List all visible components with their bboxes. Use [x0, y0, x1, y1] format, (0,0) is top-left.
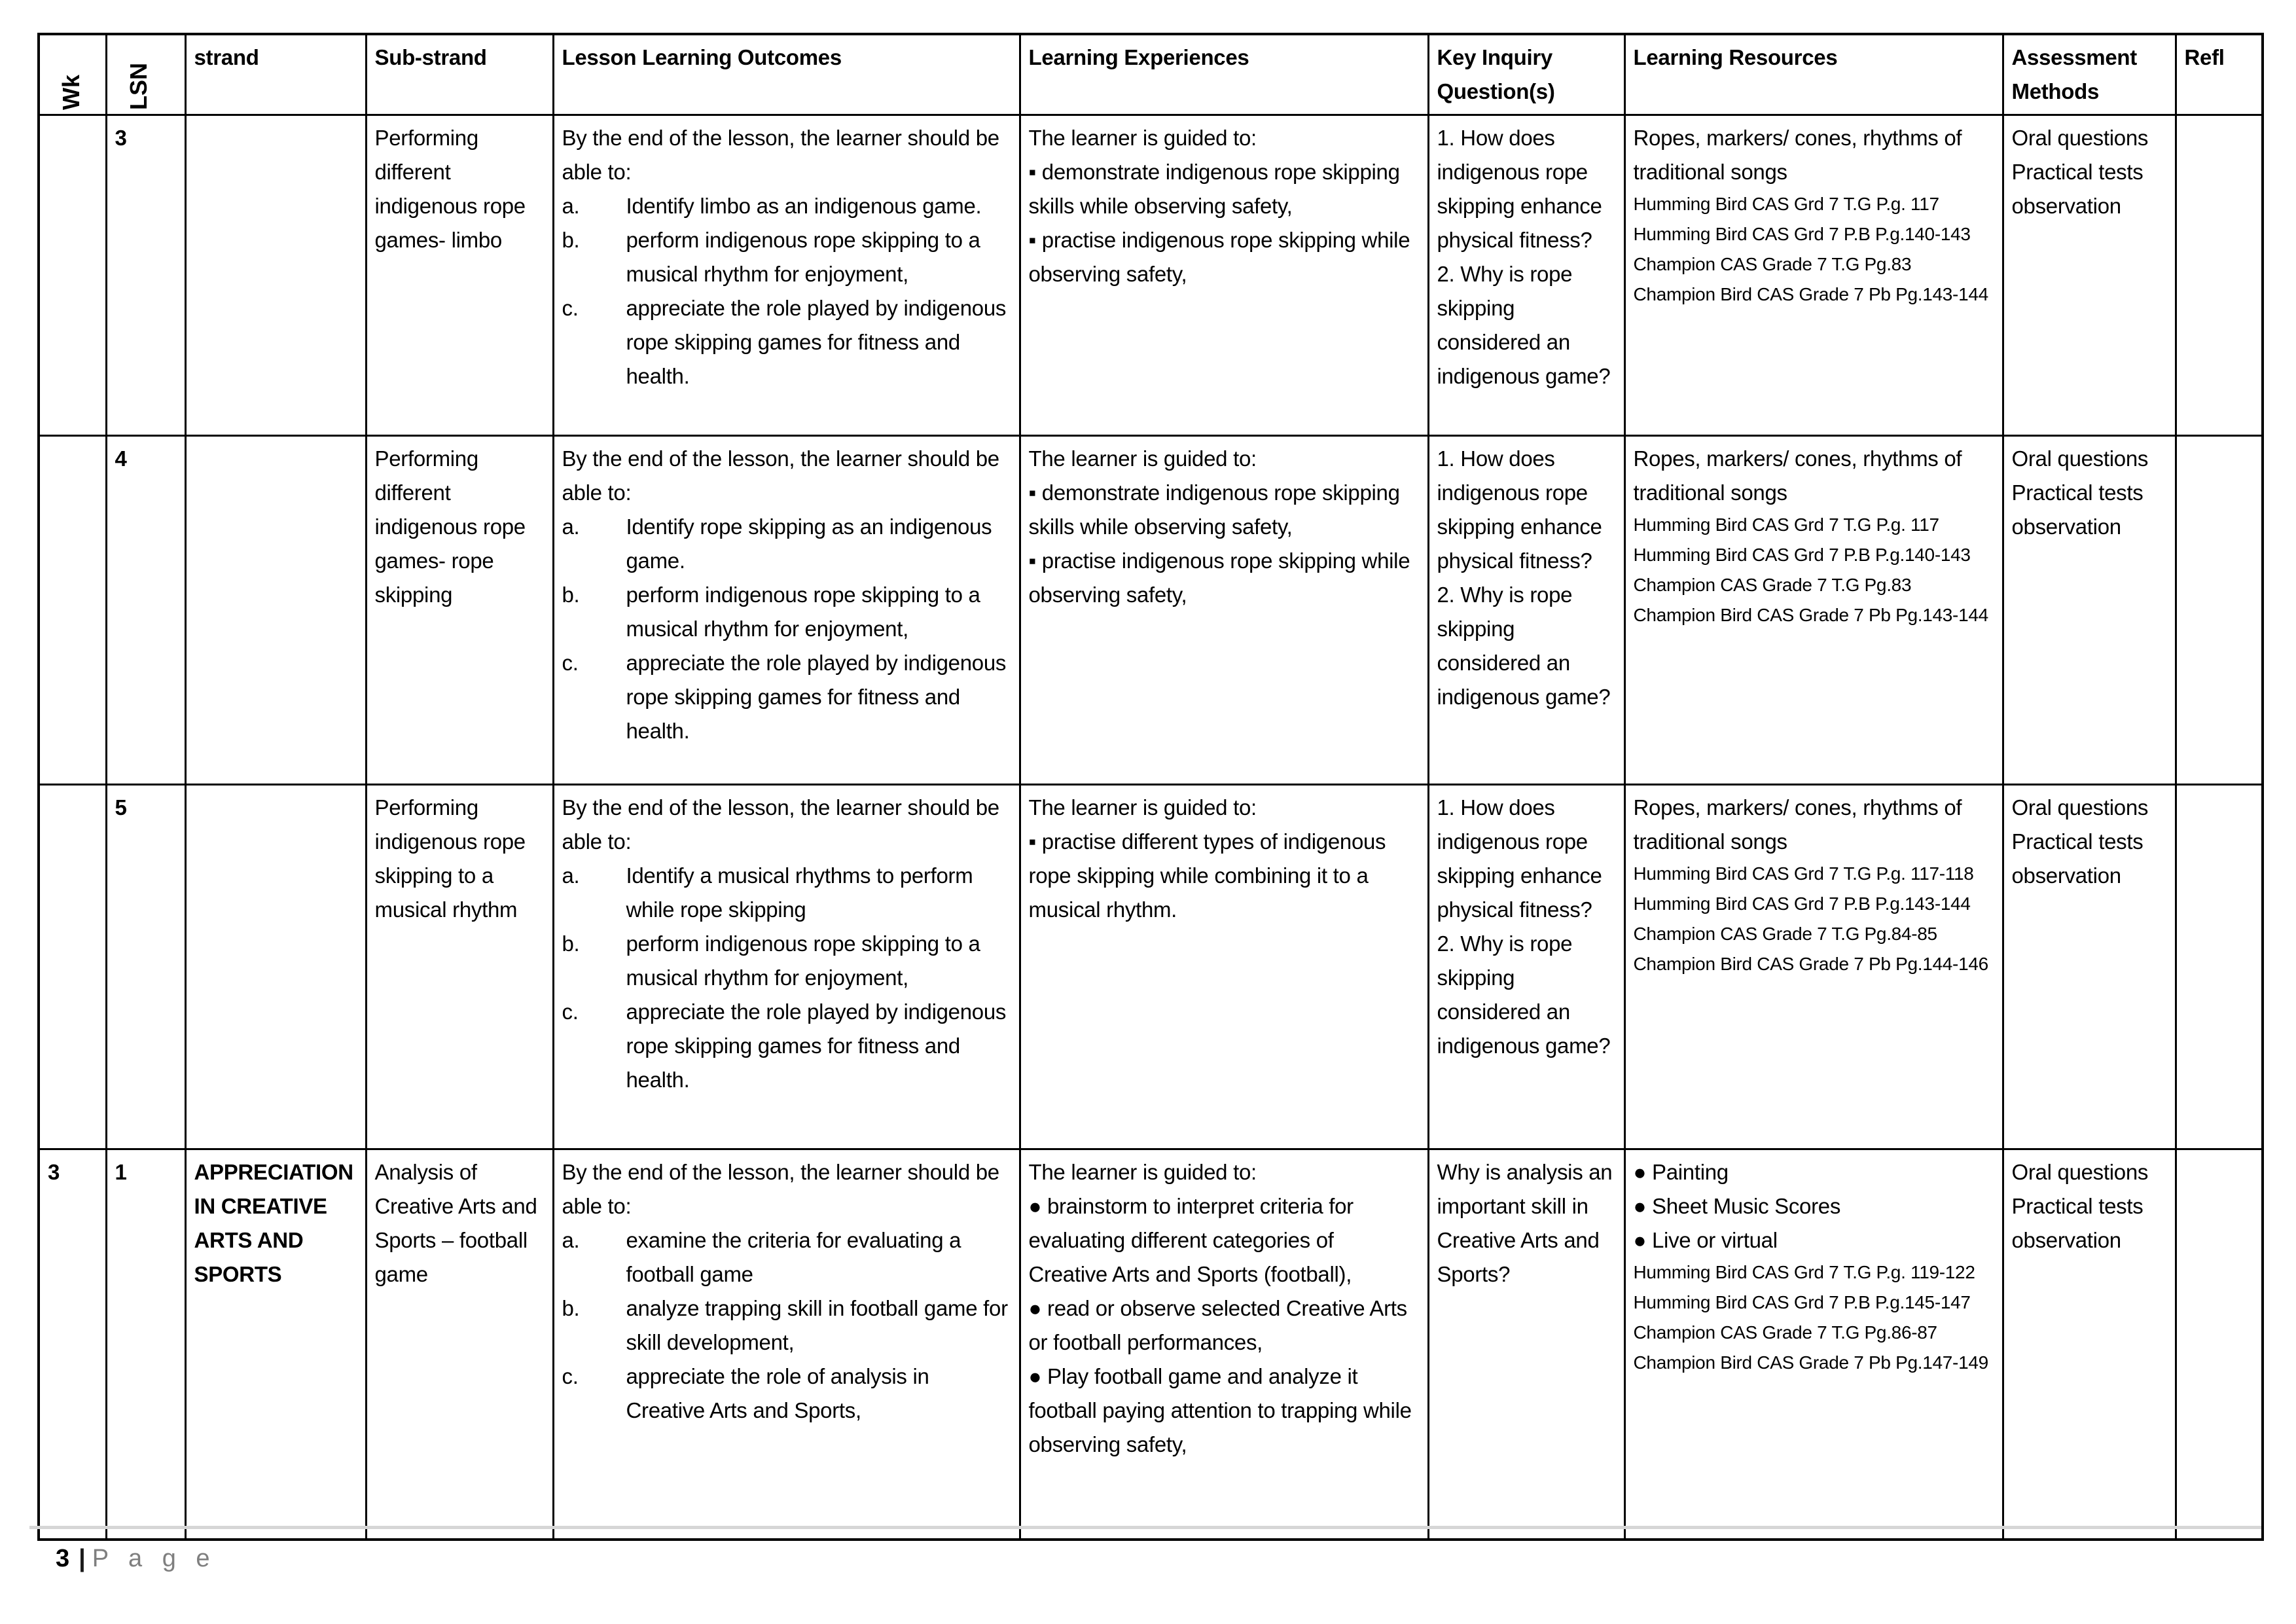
inquiry-cell: [1428, 1149, 1624, 1540]
strand-cell: [185, 436, 366, 785]
text-line: ▪ practise indigenous rope skipping while observing safety,: [1028, 549, 1410, 607]
list-item-text: Identify limbo as an indigenous game.: [626, 194, 982, 218]
inquiry-questions: [1437, 791, 1615, 1063]
text-line: 1. How does indigenous rope skipping enhance physical fitness?: [1437, 795, 1602, 922]
text-line: Champion Bird CAS Grade 7 Pb Pg.143-144: [1633, 605, 1988, 625]
experiences-cell: [1020, 436, 1428, 785]
text-line: ● read or observe selected Creative Arts or football performances,: [1028, 1296, 1407, 1354]
table-row-lesson-4: [39, 436, 2263, 785]
outcomes-list: [562, 510, 1010, 748]
resources-main: [1634, 791, 1993, 859]
lsn-cell: 3: [106, 115, 185, 436]
list-item: [562, 578, 1010, 646]
resources-refs: [1634, 189, 1993, 310]
lsn-cell: 4: [106, 436, 185, 785]
text-line: Practical tests: [2011, 480, 2144, 505]
outcomes-intro: By the end of the lesson, the learner should be able to:: [562, 446, 999, 505]
list-item-marker: c.: [562, 296, 579, 320]
footer-page-label: P a g e: [92, 1545, 217, 1572]
text-line: ● Painting: [1633, 1160, 1729, 1184]
assessment-cell: [2003, 785, 2176, 1149]
list-item-text: perform indigenous rope skipping to a musical rhythm for enjoyment,: [626, 931, 980, 990]
text-line: observation: [2011, 514, 2121, 539]
list-item: [562, 189, 1010, 223]
text-line: Humming Bird CAS Grd 7 T.G P.g. 117-118: [1633, 863, 1974, 884]
inquiry-cell: [1428, 785, 1624, 1149]
list-item-marker: a.: [562, 863, 580, 888]
inquiry-questions: [1437, 121, 1615, 393]
resources-cell: [1624, 115, 2003, 436]
experiences-cell: [1020, 1149, 1428, 1540]
resources-cell: [1624, 1149, 2003, 1540]
list-item: [562, 291, 1010, 393]
wk-cell: 3: [39, 1149, 106, 1540]
strand-cell: APPRECIATION IN CREATIVE ARTS AND SPORTS: [185, 1149, 366, 1540]
wk-cell: [39, 785, 106, 1149]
header-resources: Learning Resources: [1624, 34, 2003, 115]
list-item: [562, 927, 1010, 995]
outcomes-intro: By the end of the lesson, the learner should be able to:: [562, 126, 999, 184]
text-line: observation: [2011, 863, 2121, 888]
text-line: ● Live or virtual: [1633, 1228, 1778, 1252]
outcomes-list: [562, 859, 1010, 1097]
experiences-cell: [1020, 785, 1428, 1149]
table-row-lesson-3: [39, 115, 2263, 436]
list-item-marker: a.: [562, 1228, 580, 1252]
text-line: Humming Bird CAS Grd 7 P.B P.g.145-147: [1633, 1292, 1971, 1312]
text-line: ● brainstorm to interpret criteria for evaluating different categories of Creative Arts and Sports (football),: [1028, 1194, 1354, 1286]
resources-main: [1634, 442, 1993, 510]
list-item: [562, 1360, 1010, 1428]
experiences-intro: The learner is guided to:: [1028, 446, 1257, 471]
outcomes-cell: [553, 115, 1020, 436]
list-item-text: appreciate the role of analysis in Creative Arts and Sports,: [626, 1364, 929, 1422]
list-item-marker: c.: [562, 1000, 579, 1024]
list-item: [562, 995, 1010, 1097]
header-assessment: Assessment Methods: [2003, 34, 2176, 115]
table-row-week-3-lesson-1: [39, 1149, 2263, 1540]
text-line: Champion CAS Grade 7 T.G Pg.83: [1633, 254, 1912, 274]
text-line: observation: [2011, 1228, 2121, 1252]
text-line: ● Sheet Music Scores: [1633, 1194, 1841, 1218]
list-item: [562, 859, 1010, 927]
text-line: observation: [2011, 194, 2121, 218]
text-line: 1. How does indigenous rope skipping enhance physical fitness?: [1437, 446, 1602, 573]
text-line: Practical tests: [2011, 160, 2144, 184]
list-item-text: examine the criteria for evaluating a football game: [626, 1228, 961, 1286]
text-line: Oral questions: [2011, 126, 2149, 150]
list-item-marker: a.: [562, 514, 580, 539]
header-row: [39, 34, 2263, 115]
page-number: 3: [56, 1545, 70, 1572]
text-line: Champion Bird CAS Grade 7 Pb Pg.143-144: [1633, 284, 1988, 304]
list-item-text: appreciate the role played by indigenous rope skipping games for fitness and health.: [626, 296, 1007, 388]
header-lsn-label: LSN: [124, 63, 152, 110]
resources-refs: [1634, 1257, 1993, 1378]
list-item: [562, 1223, 1010, 1291]
list-item-marker: b.: [562, 583, 580, 607]
wk-cell: [39, 436, 106, 785]
list-item-text: analyze trapping skill in football game for skill development,: [626, 1296, 1008, 1354]
text-line: Oral questions: [2011, 795, 2149, 820]
sub-strand-cell: Performing different indigenous rope games- rope skipping: [366, 436, 553, 785]
text-line: 1. How does indigenous rope skipping enhance physical fitness?: [1437, 126, 1602, 252]
list-item-marker: b.: [562, 228, 580, 252]
assessment-methods: [2012, 791, 2166, 893]
assessment-cell: [2003, 115, 2176, 436]
list-item-marker: b.: [562, 931, 580, 956]
text-line: Why is analysis an important skill in Creative Arts and Sports?: [1437, 1160, 1613, 1286]
experiences-intro: The learner is guided to:: [1028, 126, 1257, 150]
experiences-intro: The learner is guided to:: [1028, 795, 1257, 820]
text-line: Oral questions: [2011, 446, 2149, 471]
list-item-marker: c.: [562, 651, 579, 675]
sub-strand-cell: Performing different indigenous rope games- limbo: [366, 115, 553, 436]
experiences-bullets: [1029, 155, 1418, 291]
text-line: Humming Bird CAS Grd 7 P.B P.g.140-143: [1633, 224, 1971, 244]
text-line: 2. Why is rope skipping considered an indigenous game?: [1437, 931, 1611, 1058]
header-experiences: Learning Experiences: [1020, 34, 1428, 115]
inquiry-cell: [1428, 115, 1624, 436]
text-line: Humming Bird CAS Grd 7 T.G P.g. 117: [1633, 514, 1939, 535]
outcomes-cell: [553, 785, 1020, 1149]
resources-cell: [1624, 785, 2003, 1149]
resources-refs: [1634, 510, 1993, 630]
table-row-lesson-5: [39, 785, 2263, 1149]
list-item-text: appreciate the role played by indigenous rope skipping games for fitness and health.: [626, 651, 1007, 743]
assessment-methods: [2012, 121, 2166, 223]
experiences-intro: The learner is guided to:: [1028, 1160, 1257, 1184]
inquiry-questions: [1437, 1155, 1615, 1291]
list-item-marker: a.: [562, 194, 580, 218]
inquiry-cell: [1428, 436, 1624, 785]
text-line: Champion Bird CAS Grade 7 Pb Pg.144-146: [1633, 954, 1988, 974]
text-line: ▪ practise different types of indigenous rope skipping while combining it to a musical rhythm.: [1028, 829, 1386, 922]
header-strand: strand: [185, 34, 366, 115]
resources-cell: [1624, 436, 2003, 785]
experiences-bullets: [1029, 1189, 1418, 1462]
text-line: Humming Bird CAS Grd 7 P.B P.g.143-144: [1633, 893, 1971, 914]
header-sub-strand: Sub-strand: [366, 34, 553, 115]
text-line: ▪ practise indigenous rope skipping while observing safety,: [1028, 228, 1410, 286]
text-line: ▪ demonstrate indigenous rope skipping skills while observing safety,: [1028, 160, 1400, 218]
list-item-text: perform indigenous rope skipping to a musical rhythm for enjoyment,: [626, 583, 980, 641]
list-item: [562, 646, 1010, 748]
header-inquiry: Key Inquiry Question(s): [1428, 34, 1624, 115]
list-item-text: perform indigenous rope skipping to a musical rhythm for enjoyment,: [626, 228, 980, 286]
assessment-methods: [2012, 1155, 2166, 1257]
strand-cell: [185, 115, 366, 436]
resources-main: [1634, 1155, 1993, 1257]
scheme-of-work-table: [37, 33, 2264, 1541]
list-item: [562, 223, 1010, 291]
resources-main: [1634, 121, 1993, 189]
text-line: 2. Why is rope skipping considered an indigenous game?: [1437, 262, 1611, 388]
outcomes-intro: By the end of the lesson, the learner should be able to:: [562, 795, 999, 854]
text-line: Champion CAS Grade 7 T.G Pg.83: [1633, 575, 1912, 595]
experiences-bullets: [1029, 825, 1418, 927]
text-line: Oral questions: [2011, 1160, 2149, 1184]
page-footer: [56, 1545, 217, 1573]
list-item-text: Identify a musical rhythms to perform while rope skipping: [626, 863, 973, 922]
text-line: ▪ demonstrate indigenous rope skipping skills while observing safety,: [1028, 480, 1400, 539]
list-item-text: appreciate the role played by indigenous rope skipping games for fitness and health.: [626, 1000, 1007, 1092]
outcomes-cell: [553, 1149, 1020, 1540]
refl-cell: [2176, 436, 2263, 785]
list-item-text: Identify rope skipping as an indigenous game.: [626, 514, 992, 573]
text-line: Practical tests: [2011, 1194, 2144, 1218]
outcomes-intro: By the end of the lesson, the learner should be able to:: [562, 1160, 999, 1218]
inquiry-questions: [1437, 442, 1615, 714]
text-line: Ropes, markers/ cones, rhythms of traditional songs: [1633, 126, 1962, 184]
refl-cell: [2176, 115, 2263, 436]
footer-separator: |: [79, 1545, 86, 1572]
text-line: Ropes, markers/ cones, rhythms of traditional songs: [1633, 795, 1962, 854]
outcomes-cell: [553, 436, 1020, 785]
list-item: [562, 1291, 1010, 1360]
lsn-cell: 1: [106, 1149, 185, 1540]
assessment-cell: [2003, 436, 2176, 785]
assessment-cell: [2003, 1149, 2176, 1540]
list-item-marker: b.: [562, 1296, 580, 1320]
strand-cell: [185, 785, 366, 1149]
assessment-methods: [2012, 442, 2166, 544]
refl-cell: [2176, 785, 2263, 1149]
header-wk: [39, 34, 106, 115]
text-line: Champion CAS Grade 7 T.G Pg.84-85: [1633, 924, 1937, 944]
resources-refs: [1634, 859, 1993, 979]
refl-cell: [2176, 1149, 2263, 1540]
header-wk-label: Wk: [58, 75, 84, 110]
sub-strand-cell: Performing indigenous rope skipping to a musical rhythm: [366, 785, 553, 1149]
list-item-marker: c.: [562, 1364, 579, 1388]
text-line: Humming Bird CAS Grd 7 T.G P.g. 119-122: [1633, 1262, 1975, 1282]
header-lsn: [106, 34, 185, 115]
footer-divider: [29, 1526, 2261, 1529]
header-refl: Refl: [2176, 34, 2263, 115]
text-line: Champion Bird CAS Grade 7 Pb Pg.147-149: [1633, 1352, 1988, 1373]
outcomes-list: [562, 1223, 1010, 1428]
text-line: Champion CAS Grade 7 T.G Pg.86-87: [1633, 1322, 1937, 1343]
text-line: Ropes, markers/ cones, rhythms of traditional songs: [1633, 446, 1962, 505]
outcomes-list: [562, 189, 1010, 393]
experiences-cell: [1020, 115, 1428, 436]
list-item: [562, 510, 1010, 578]
text-line: Practical tests: [2011, 829, 2144, 854]
sub-strand-cell: Analysis of Creative Arts and Sports – football game: [366, 1149, 553, 1540]
lsn-cell: 5: [106, 785, 185, 1149]
text-line: Humming Bird CAS Grd 7 P.B P.g.140-143: [1633, 545, 1971, 565]
text-line: 2. Why is rope skipping considered an indigenous game?: [1437, 583, 1611, 709]
text-line: Humming Bird CAS Grd 7 T.G P.g. 117: [1633, 194, 1939, 214]
experiences-bullets: [1029, 476, 1418, 612]
header-outcomes: Lesson Learning Outcomes: [553, 34, 1020, 115]
wk-cell: [39, 115, 106, 436]
text-line: ● Play football game and analyze it football paying attention to trapping while observing safety,: [1028, 1364, 1412, 1456]
